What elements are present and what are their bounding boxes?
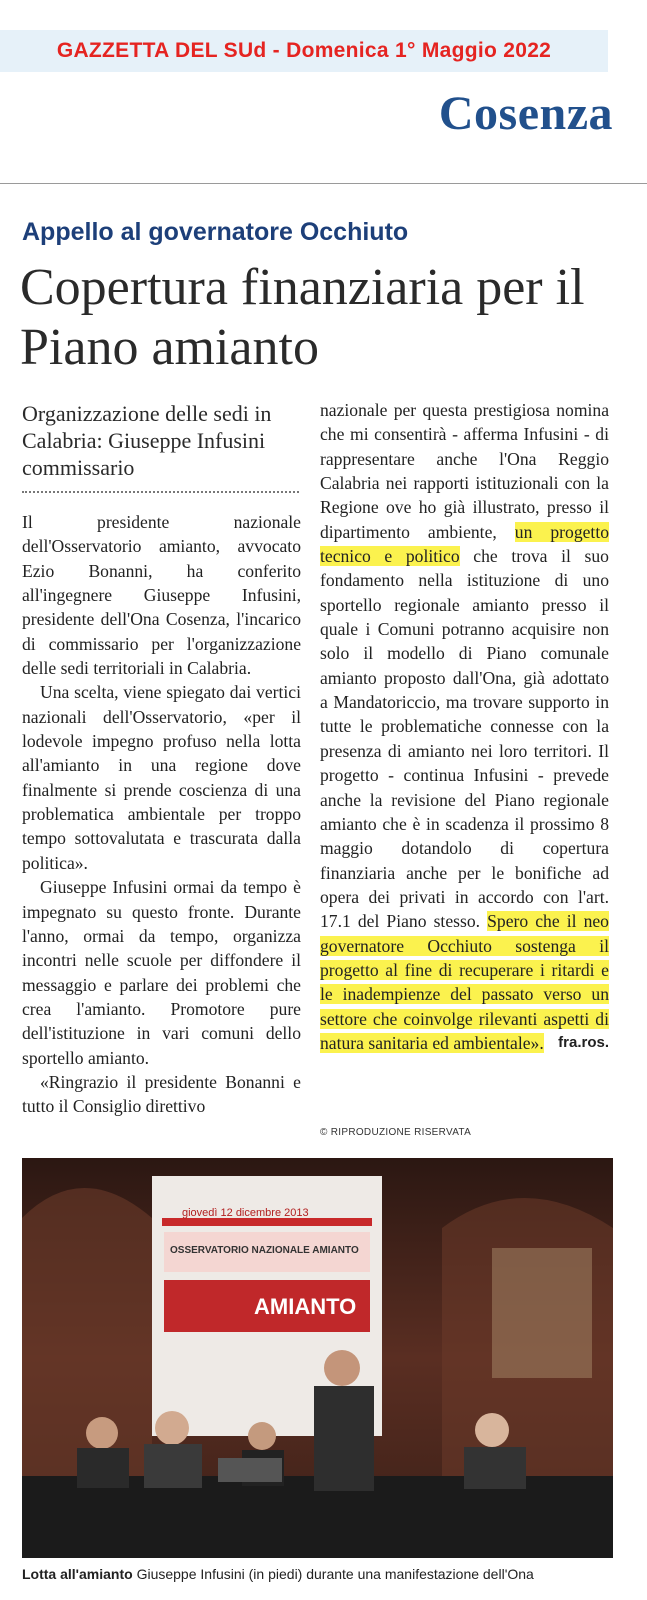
paragraph: Giuseppe Infusini ormai da tempo è impegnato su questo fronte. Durante l'anno, ormai da tempo, organizza incontri nelle scuole per diffondere il messaggio e parlare dei problemi che crea l'amianto. Promotore pure dell'istituzione in vari comuni dello sportello amianto. bbox=[22, 877, 301, 1068]
highlighted-text: un progetto tecnico e politico bbox=[320, 521, 609, 567]
article-column-left bbox=[22, 510, 301, 1119]
event-photo-illustration bbox=[22, 1158, 613, 1558]
article-headline: Copertura finanziaria per il Piano amianto bbox=[20, 259, 585, 376]
reproduction-notice: © RIPRODUZIONE RISERVATA bbox=[320, 1127, 472, 1138]
text-run: che trova il suo fondamento nella istituzione di uno sportello regionale amianto presso il quale i Comuni potranno acquisire non solo il modello di Piano comunale amianto proposto dall'Ona, già adottato a Mandatoriccio, ma trovare supporto in tutte le problematiche connesse con la presenza di amianto nei loro territori. Il progetto - continua Infusini - prevede anche la revisione del Piano regionale amianto che è in scadenza il prossimo 8 maggio dotandolo di copertura finanziaria anche per le bonifiche ad opera dei privati in accordo con l'art. 17.1 del Piano stesso. bbox=[320, 546, 609, 932]
author-signature: fra.ros. bbox=[558, 1033, 609, 1051]
paragraph bbox=[320, 398, 609, 1055]
section-divider bbox=[0, 183, 647, 184]
caption-label: Lotta all'amianto bbox=[22, 1566, 133, 1582]
highlighted-text: Spero che il neo governatore Occhiuto sostenga il progetto al fine di recuperare i ritardi e le inadempienze del passato verso un settore che coinvolge rilevanti aspetti di natura sanitaria ed ambientale». bbox=[320, 911, 609, 1053]
photo-caption bbox=[22, 1566, 622, 1582]
newspaper-banner: GAZZETTA DEL SUd - Domenica 1° Maggio 2022 bbox=[0, 30, 608, 72]
subhead-divider bbox=[22, 491, 299, 493]
paragraph: Una scelta, viene spiegato dai vertici nazionali dell'Osservatorio, «per il lodevole impegno profuso nella lotta all'amianto in una regione dove finalmente si prende coscienza di una problematica ambientale per troppo tempo sottovalutata e trascurata dalla politica». bbox=[22, 682, 301, 873]
article-column-right bbox=[320, 398, 609, 1055]
paragraph: «Ringrazio il presidente Bonanni e tutto il Consiglio direttivo bbox=[22, 1071, 301, 1117]
section-title: Cosenza bbox=[438, 87, 613, 140]
screen-title: OSSERVATORIO NAZIONALE AMIANTO bbox=[170, 1245, 359, 1256]
screen-date: giovedì 12 dicembre 2013 bbox=[182, 1207, 309, 1219]
screen-big-text: AMIANTO bbox=[254, 1294, 357, 1319]
text-run: nazionale per questa prestigiosa nomina che mi consentirà - afferma Infusini - di rappresentare anche l'Ona Reggio Calabria nei rapporti istituzionali con la Regione ove ho già illustrato, presso il dipartimento ambiente, bbox=[320, 400, 609, 542]
article-subhead: Organizzazione delle sedi in Calabria: Giuseppe Infusini commissario bbox=[22, 401, 272, 480]
caption-text: Giuseppe Infusini (in piedi) durante una manifestazione dell'Ona bbox=[136, 1566, 534, 1582]
event-photo bbox=[22, 1158, 613, 1558]
article-kicker: Appello al governatore Occhiuto bbox=[22, 218, 409, 246]
paragraph: Il presidente nazionale dell'Osservatorio amianto, avvocato Ezio Bonanni, ha conferito all'ingegnere Giuseppe Infusini, presidente dell'Ona Cosenza, l'incarico di commissario per l'organizzazione delle sedi territoriali in Calabria. bbox=[22, 512, 301, 679]
